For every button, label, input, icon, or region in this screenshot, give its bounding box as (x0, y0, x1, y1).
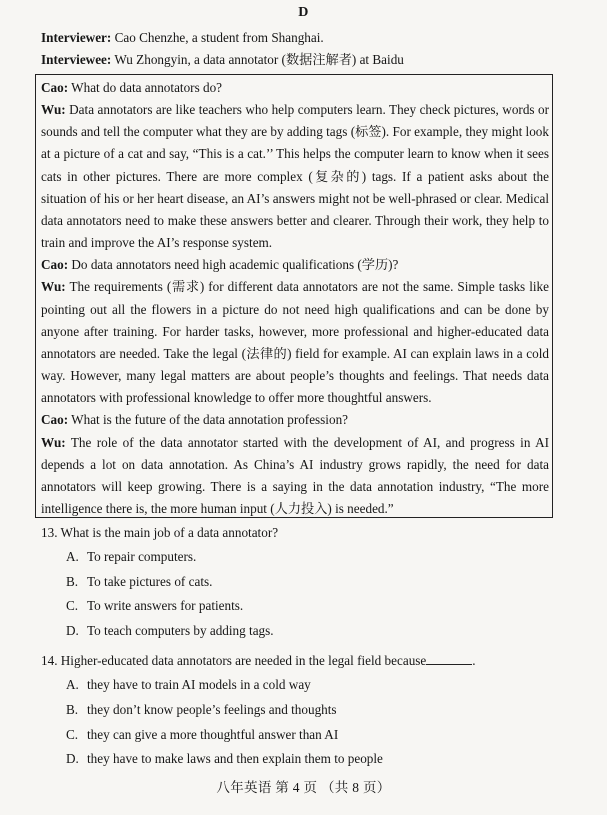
speaker-label: Cao: (41, 80, 69, 95)
questions-section (41, 521, 571, 772)
speaker-label: Wu: (41, 434, 66, 450)
option-c[interactable]: C. they can give a more thoughtful answer than AI (66, 726, 339, 742)
question-stem: 14. Higher-educated data annotators are needed in the legal field because . (41, 653, 476, 669)
answer-blank[interactable] (426, 652, 472, 665)
dialog-turn (41, 432, 549, 521)
option-a[interactable]: A. they have to train AI models in a cold way (66, 677, 311, 693)
interviewee-text: Wu Zhongyin, a data annotator (数据注解者) at Baidu (111, 52, 404, 67)
interviewer-line (41, 30, 581, 46)
dialog-turn (41, 276, 549, 409)
section-letter: D (298, 5, 309, 20)
option-c[interactable]: C. To write answers for patients. (66, 598, 244, 614)
interviewee-line (41, 52, 581, 68)
page-footer: 八年英语 第 4 页 （共 8 页） (216, 780, 391, 795)
option-d[interactable]: D. To teach computers by adding tags. (66, 622, 274, 638)
question-14 (41, 649, 571, 771)
dialog-text: The requirements (需求) for different data annotators are not the same. Simple tasks like pointing out all the flowers in a picture do not need high qualifications and can be done by anyone after training. For harder tasks, however, more professional and higher-educated data annotators are needed. Take the legal (法律的) field for example. AI can explain laws in a cold way. However, many legal matters are about people’s thoughts and feelings. That needs data annotators with professional knowledge to offer more thoughtful answers. (41, 279, 549, 406)
dialog-turn (41, 77, 549, 99)
speaker-label: Wu: (41, 102, 66, 118)
speaker-label: Wu: (41, 279, 66, 295)
dialog-text: What do data annotators do? (68, 80, 223, 95)
dialog-text: Do data annotators need high academic qualifications (学历)? (68, 257, 399, 273)
dialog-turn (41, 99, 549, 254)
speaker-label: Cao: (41, 412, 69, 428)
speaker-label: Cao: (41, 257, 69, 273)
interview-dialog (41, 77, 549, 520)
option-b[interactable]: B. they don’t know people’s feelings and thoughts (66, 701, 337, 717)
dialog-text: What is the future of the data annotation profession? (68, 412, 349, 428)
interviewer-text: Cao Chenzhe, a student from Shanghai. (111, 30, 324, 45)
interviewer-role: Interviewer: (41, 30, 112, 45)
option-a[interactable]: A. To repair computers. (66, 549, 197, 564)
dialog-turn (41, 254, 549, 276)
question-13 (41, 521, 571, 643)
dialog-text: Data annotators are like teachers who help computers learn. They check pictures, words or sounds and tell the computer what they are by adding tags (标签). For example, they might look at a picture of a cat and say, “This is a cat.’’ This helps the computer learn to know when it sees cats in other pictures. There are more complex (复杂的) tags. If a patient asks about the situation of his or her heart disease, an AI’s answers might not be well-phrased or clear. Medical data annotators need to make these answers better and clearer. Through their work, they help to train and improve the AI’s response system. (41, 102, 549, 251)
interviewee-role: Interviewee: (41, 52, 112, 67)
option-d[interactable]: D. they have to make laws and then explain them to people (66, 751, 383, 767)
interview-dialog-box (35, 74, 553, 518)
question-stem: 13. What is the main job of a data annotator? (41, 525, 279, 540)
option-b[interactable]: B. To take pictures of cats. (66, 573, 213, 589)
dialog-turn (41, 409, 549, 431)
dialog-text: The role of the data annotator started with the development of AI, and progress in AI depends a lot on data annotation. As China’s AI industry grows rapidly, the need for data annotators will keep growing. There is a saying in the data annotation industry, “The more intelligence there is, the more human input (人力投入) is needed.” (41, 434, 549, 516)
